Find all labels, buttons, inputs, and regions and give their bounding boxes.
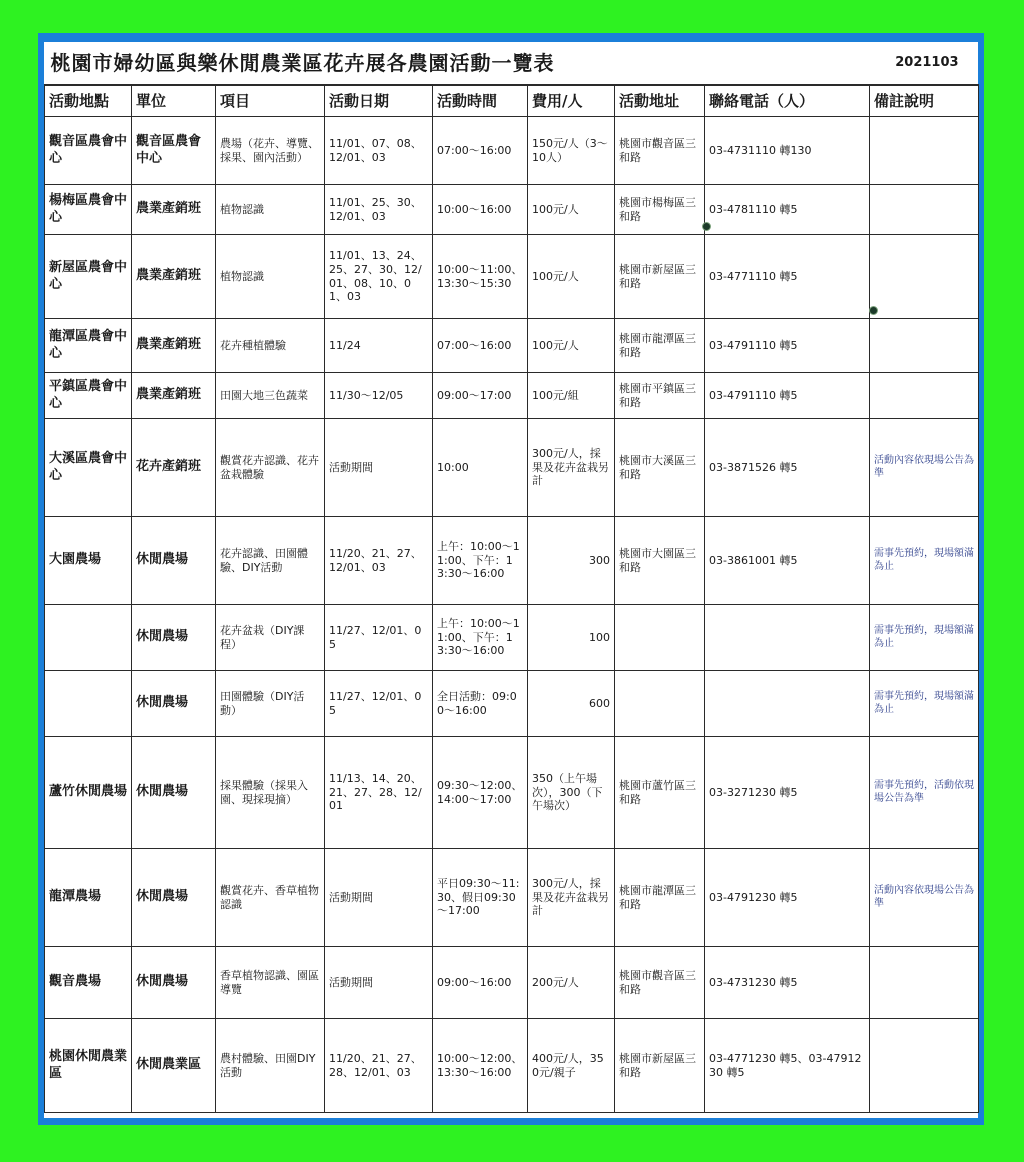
cell-item: 田園體驗（DIY活動）	[216, 671, 325, 737]
cell-date: 11/27、12/01、05	[325, 605, 433, 671]
marker-dot	[869, 306, 878, 315]
cell-item: 花卉種植體驗	[216, 319, 325, 373]
cell-organizer: 觀音區農會中心	[132, 117, 216, 185]
cell-fee: 100元/人	[528, 319, 615, 373]
cell-date: 活動期間	[325, 947, 433, 1019]
cell-organizer: 休閒農場	[132, 737, 216, 849]
cell-item: 香草植物認識、園區導覽	[216, 947, 325, 1019]
cell-address	[615, 671, 705, 737]
cell-time: 09:00～17:00	[433, 373, 528, 419]
cell-note	[870, 1019, 979, 1113]
cell-location: 平鎮區農會中心	[45, 373, 132, 419]
cell-time: 上午：10:00～11:00、下午：13:30～16:00	[433, 605, 528, 671]
cell-phone: 03-3271230 轉5	[705, 737, 870, 849]
table-row	[45, 849, 979, 947]
cell-item: 花卉認識、田園體驗、DIY活動	[216, 517, 325, 605]
cell-date: 11/24	[325, 319, 433, 373]
column-header: 費用/人	[528, 85, 615, 117]
cell-time: 平日09:30～11:30、假日09:30～17:00	[433, 849, 528, 947]
cell-note: 活動內容依現場公告為準	[870, 849, 979, 947]
cell-date: 11/20、21、27、28、12/01、03	[325, 1019, 433, 1113]
cell-item: 農場（花卉、導覽、採果、園內活動）	[216, 117, 325, 185]
cell-address: 桃園市觀音區三和路	[615, 947, 705, 1019]
cell-phone: 03-4771230 轉5、03-4791230 轉5	[705, 1019, 870, 1113]
cell-date: 11/13、14、20、21、27、28、12/01	[325, 737, 433, 849]
cell-address	[615, 605, 705, 671]
cell-organizer: 休閒農場	[132, 517, 216, 605]
document-date: 2021103	[705, 42, 979, 85]
cell-note	[870, 185, 979, 235]
table-row	[45, 947, 979, 1019]
column-header: 活動日期	[325, 85, 433, 117]
column-header: 聯絡電話（人）	[705, 85, 870, 117]
cell-phone: 03-4791230 轉5	[705, 849, 870, 947]
cell-item: 觀賞花卉、香草植物認識	[216, 849, 325, 947]
cell-fee: 200元/人	[528, 947, 615, 1019]
cell-date: 11/01、25、30、12/01、03	[325, 185, 433, 235]
cell-address: 桃園市大園區三和路	[615, 517, 705, 605]
cell-phone: 03-3861001 轉5	[705, 517, 870, 605]
cell-organizer: 休閒農場	[132, 671, 216, 737]
cell-location: 龍潭農場	[45, 849, 132, 947]
cell-time: 上午：10:00～11:00、下午：13:30～16:00	[433, 517, 528, 605]
cell-organizer: 農業產銷班	[132, 235, 216, 319]
cell-organizer: 花卉產銷班	[132, 419, 216, 517]
cell-phone: 03-4731110 轉130	[705, 117, 870, 185]
cell-date: 11/30～12/05	[325, 373, 433, 419]
cell-location: 龍潭區農會中心	[45, 319, 132, 373]
cell-address: 桃園市龍潭區三和路	[615, 849, 705, 947]
cell-address: 桃園市楊梅區三和路	[615, 185, 705, 235]
cell-fee: 300元/人，採果及花卉盆栽另計	[528, 849, 615, 947]
cell-time: 10:00～12:00、13:30～16:00	[433, 1019, 528, 1113]
cell-time: 09:00～16:00	[433, 947, 528, 1019]
cell-location: 大園農場	[45, 517, 132, 605]
cell-fee: 300	[528, 517, 615, 605]
cell-phone	[705, 671, 870, 737]
cell-note	[870, 947, 979, 1019]
table-row	[45, 1019, 979, 1113]
cell-address: 桃園市觀音區三和路	[615, 117, 705, 185]
cell-item: 植物認識	[216, 235, 325, 319]
cell-time: 09:30～12:00、14:00～17:00	[433, 737, 528, 849]
cell-note: 需事先預約，現場額滿為止	[870, 671, 979, 737]
cell-phone: 03-3871526 轉5	[705, 419, 870, 517]
cell-fee: 600	[528, 671, 615, 737]
cell-time: 10:00～16:00	[433, 185, 528, 235]
column-header: 活動時間	[433, 85, 528, 117]
cell-address: 桃園市大溪區三和路	[615, 419, 705, 517]
cell-date: 11/01、07、08、12/01、03	[325, 117, 433, 185]
table-row	[45, 671, 979, 737]
cell-phone: 03-4731230 轉5	[705, 947, 870, 1019]
cell-item: 農村體驗、田園DIY活動	[216, 1019, 325, 1113]
cell-organizer: 休閒農業區	[132, 1019, 216, 1113]
column-header: 活動地點	[45, 85, 132, 117]
cell-address: 桃園市龍潭區三和路	[615, 319, 705, 373]
cell-organizer: 農業產銷班	[132, 185, 216, 235]
column-header: 備註說明	[870, 85, 979, 117]
cell-organizer: 休閒農場	[132, 947, 216, 1019]
cell-location: 新屋區農會中心	[45, 235, 132, 319]
table-row	[45, 605, 979, 671]
cell-location	[45, 605, 132, 671]
cell-location: 蘆竹休閒農場	[45, 737, 132, 849]
cell-fee: 400元/人，350元/親子	[528, 1019, 615, 1113]
cell-organizer: 休閒農場	[132, 849, 216, 947]
column-header: 項目	[216, 85, 325, 117]
cell-note	[870, 373, 979, 419]
cell-organizer: 休閒農場	[132, 605, 216, 671]
cell-item: 植物認識	[216, 185, 325, 235]
cell-phone	[705, 605, 870, 671]
cell-note: 需事先預約，現場額滿為止	[870, 517, 979, 605]
title-row	[45, 42, 979, 85]
cell-phone: 03-4781110 轉5	[705, 185, 870, 235]
document-title: 桃園市婦幼區與樂休閒農業區花卉展各農園活動一覽表	[45, 42, 705, 85]
document-sheet	[44, 42, 978, 1118]
cell-address: 桃園市蘆竹區三和路	[615, 737, 705, 849]
cell-location: 觀音區農會中心	[45, 117, 132, 185]
cell-fee: 100元/人	[528, 235, 615, 319]
cell-fee: 300元/人，採果及花卉盆栽另計	[528, 419, 615, 517]
cell-time: 07:00～16:00	[433, 319, 528, 373]
cell-fee: 350（上午場次），300（下午場次）	[528, 737, 615, 849]
table-row	[45, 117, 979, 185]
table-row	[45, 517, 979, 605]
cell-date: 活動期間	[325, 849, 433, 947]
table-row	[45, 419, 979, 517]
cell-note: 需事先預約，活動依現場公告為準	[870, 737, 979, 849]
cell-address: 桃園市新屋區三和路	[615, 1019, 705, 1113]
activity-table	[44, 42, 979, 1113]
cell-date: 11/27、12/01、05	[325, 671, 433, 737]
cell-organizer: 農業產銷班	[132, 373, 216, 419]
cell-note: 活動內容依現場公告為準	[870, 419, 979, 517]
cell-item: 花卉盆栽（DIY課程）	[216, 605, 325, 671]
cell-location: 大溪區農會中心	[45, 419, 132, 517]
cell-fee: 150元/人（3～10人）	[528, 117, 615, 185]
cell-phone: 03-4791110 轉5	[705, 319, 870, 373]
table-row	[45, 185, 979, 235]
cell-item: 觀賞花卉認識、花卉盆栽體驗	[216, 419, 325, 517]
cell-note	[870, 319, 979, 373]
cell-phone: 03-4791110 轉5	[705, 373, 870, 419]
cell-location: 楊梅區農會中心	[45, 185, 132, 235]
cell-location: 觀音農場	[45, 947, 132, 1019]
cell-item: 田園大地三色蔬菜	[216, 373, 325, 419]
marker-dot	[702, 222, 711, 231]
cell-time: 全日活動：09:00～16:00	[433, 671, 528, 737]
cell-note: 需事先預約，現場額滿為止	[870, 605, 979, 671]
cell-item: 採果體驗（採果入園、現採現摘）	[216, 737, 325, 849]
cell-note	[870, 117, 979, 185]
cell-phone: 03-4771110 轉5	[705, 235, 870, 319]
cell-date: 11/01、13、24、25、27、30、12/01、08、10、01、03	[325, 235, 433, 319]
table-row	[45, 373, 979, 419]
cell-date: 11/20、21、27、12/01、03	[325, 517, 433, 605]
cell-address: 桃園市新屋區三和路	[615, 235, 705, 319]
cell-time: 10:00～11:00、13:30～15:30	[433, 235, 528, 319]
cell-date: 活動期間	[325, 419, 433, 517]
cell-address: 桃園市平鎮區三和路	[615, 373, 705, 419]
table-row	[45, 737, 979, 849]
cell-time: 10:00	[433, 419, 528, 517]
cell-note	[870, 235, 979, 319]
cell-location	[45, 671, 132, 737]
cell-location: 桃園休閒農業區	[45, 1019, 132, 1113]
table-row	[45, 235, 979, 319]
cell-organizer: 農業產銷班	[132, 319, 216, 373]
cell-fee: 100元/人	[528, 185, 615, 235]
cell-fee: 100	[528, 605, 615, 671]
column-header: 活動地址	[615, 85, 705, 117]
header-row	[45, 85, 979, 117]
cell-time: 07:00～16:00	[433, 117, 528, 185]
table-row	[45, 319, 979, 373]
column-header: 單位	[132, 85, 216, 117]
cell-fee: 100元/組	[528, 373, 615, 419]
